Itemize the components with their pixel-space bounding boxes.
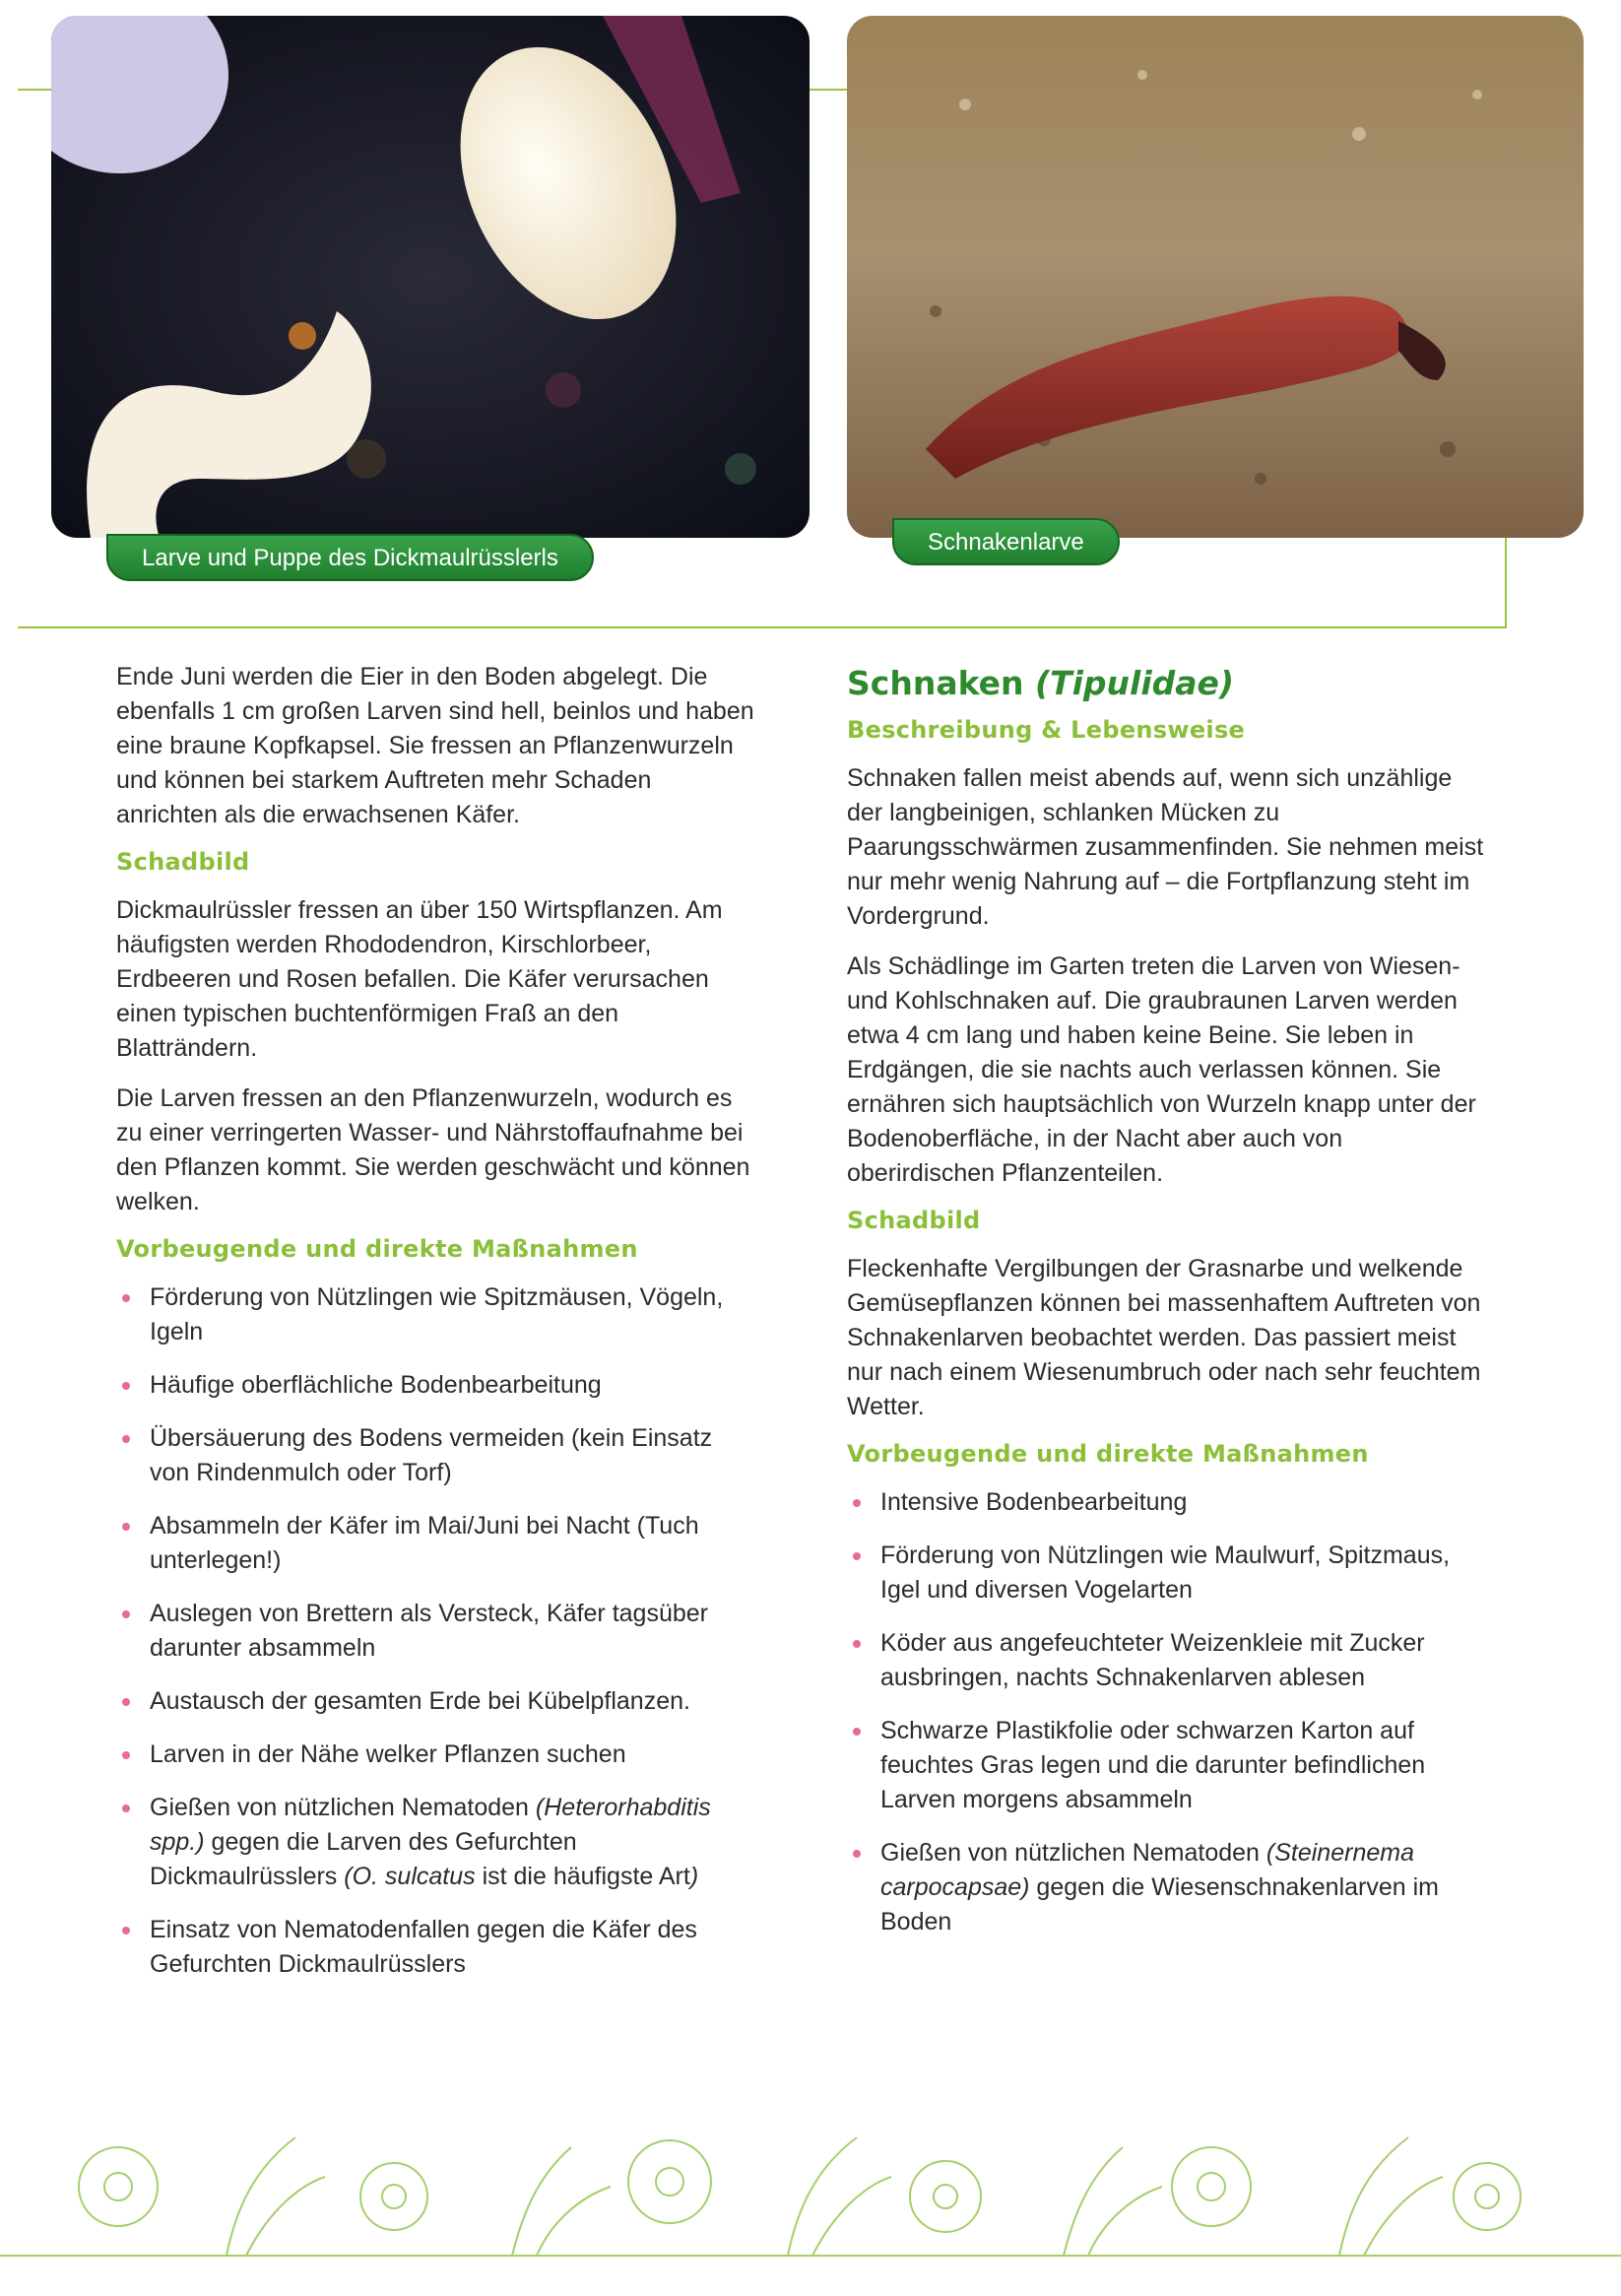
title-latin: (Tipulidae) (1035, 664, 1235, 702)
schadbild-paragraph-right: Fleckenhafte Vergilbungen der Grasnarbe und welkende Gemüsepflanzen können bei massenhaftem Auftreten von Schnakenlarven beobachtet werden. Das passiert meist nur nach einem Wiesenumbruch oder nach sehr feuchtem Wetter. (847, 1255, 1481, 1420)
item-text: ist die häufigste Art (475, 1863, 690, 1890)
crane-fly-larva-photo (847, 16, 1584, 538)
list-item: Förderung von Nützlingen wie Spitzmäusen, Vögeln, Igeln (116, 1280, 756, 1349)
list-item (116, 1791, 756, 1894)
intro-paragraph: Ende Juni werden die Eier in den Boden abgelegt. Die ebenfalls 1 cm großen Larven sind hell, beinlos und haben eine braune Kopfkapsel. Sie fressen an Pflanzenwurzeln und können bei starkem Auftreten mehr Schaden anrichten als die erwachsenen Käfer. (116, 663, 754, 828)
list-item: Häufige oberflächliche Bodenbearbeitung (116, 1368, 756, 1403)
item-text: gegen die Wiesenschnakenlarven im Boden (880, 1873, 1439, 1935)
beschreibung-paragraph-1: Schnaken fallen meist abends auf, wenn sich unzählige der langbeinigen, schlanken Mücken zu Paarungsschwärmen zusammenfinden. Sie nehmen meist nur mehr wenig Nahrung auf – die Fortpflanzung steht im Vordergrund. (847, 764, 1484, 930)
frame-line-bottom (18, 626, 1507, 628)
beschreibung-paragraph-2: Als Schädlinge im Garten treten die Larven von Wiesen- und Kohlschnaken auf. Die graubraunen Larven werden etwa 4 cm lang und haben keine Beine. Sie leben in Erdgängen, die sie nachts auch verlassen können. Sie ernähren sich hauptsächlich von Wurzeln knapp unter der Bodenoberfläche, in der Nacht aber auch von oberirdischen Pflanzenteilen. (847, 952, 1476, 1187)
list-item: Austausch der gesamten Erde bei Kübelpflanzen. (116, 1684, 756, 1719)
massnahmen-list-right (847, 1485, 1487, 1939)
list-item: Köder aus angefeuchteter Weizenkleie mit Zucker ausbringen, nachts Schnakenlarven ablesen (847, 1626, 1487, 1695)
list-item (847, 1836, 1487, 1939)
item-text: Gießen von nützlichen Nematoden (150, 1794, 536, 1821)
list-item: Förderung von Nützlingen wie Maulwurf, Spitzmaus, Igel und diversen Vogelarten (847, 1539, 1487, 1607)
list-item: Einsatz von Nematodenfallen gegen die Käfer des Gefurchten Dickmaulrüsslers (116, 1913, 756, 1982)
right-photo-caption: Schnakenlarve (892, 518, 1120, 565)
left-column (116, 660, 756, 2001)
title-text: Schnaken (847, 664, 1036, 702)
schadbild-heading-left: Schadbild (116, 848, 250, 876)
massnahmen-heading-right: Vorbeugende und direkte Maßnahmen (847, 1440, 1369, 1468)
left-photo-caption: Larve und Puppe des Dickmaulrüsslerls (106, 534, 594, 581)
latin-name: (O. sulcatus (344, 1863, 476, 1890)
item-text: gegen die Larven des Gefurchten Dickmaulrüsslers (150, 1828, 577, 1890)
schadbild-paragraph-2: Die Larven fressen an den Pflanzenwurzeln, wodurch es zu einer verringerten Wasser- und Nährstoffaufnahme bei den Pflanzen kommt. Sie werden geschwächt und können welken. (116, 1084, 750, 1215)
list-item: Absammeln der Käfer im Mai/Juni bei Nacht (Tuch unterlegen!) (116, 1509, 756, 1578)
right-column (847, 660, 1487, 1958)
list-item: Übersäuerung des Bodens vermeiden (kein Einsatz von Rindenmulch oder Torf) (116, 1421, 756, 1490)
schadbild-paragraph-1: Dickmaulrüssler fressen an über 150 Wirtspflanzen. Am häufigsten werden Rhododendron, Kirschlorbeer, Erdbeeren und Rosen befallen. Die Käfer verursachen einen typischen buchtenförmigen Fraß an den Blatträndern. (116, 896, 723, 1062)
schadbild-heading-right: Schadbild (847, 1207, 981, 1234)
item-text: Gießen von nützlichen Nematoden (880, 1839, 1266, 1867)
larva-pupa-photo (51, 16, 810, 538)
latin-name: (Heterorhabditis spp.) (150, 1794, 711, 1856)
list-item: Auslegen von Brettern als Versteck, Käfer tagsüber darunter absammeln (116, 1597, 756, 1666)
flower-border-decoration (0, 2108, 1621, 2275)
massnahmen-heading-left: Vorbeugende und direkte Maßnahmen (116, 1235, 638, 1263)
massnahmen-list-left (116, 1280, 756, 1982)
latin-name: (Steinernema carpocapsae) (880, 1839, 1414, 1901)
list-item: Schwarze Plastikfolie oder schwarzen Karton auf feuchtes Gras legen und die darunter befindlichen Larven morgens absammeln (847, 1714, 1487, 1817)
latin-name: ) (689, 1863, 699, 1890)
list-item: Intensive Bodenbearbeitung (847, 1485, 1487, 1520)
beschreibung-heading: Beschreibung & Lebensweise (847, 716, 1246, 744)
list-item: Larven in der Nähe welker Pflanzen suchen (116, 1738, 756, 1772)
section-title (847, 664, 1487, 702)
